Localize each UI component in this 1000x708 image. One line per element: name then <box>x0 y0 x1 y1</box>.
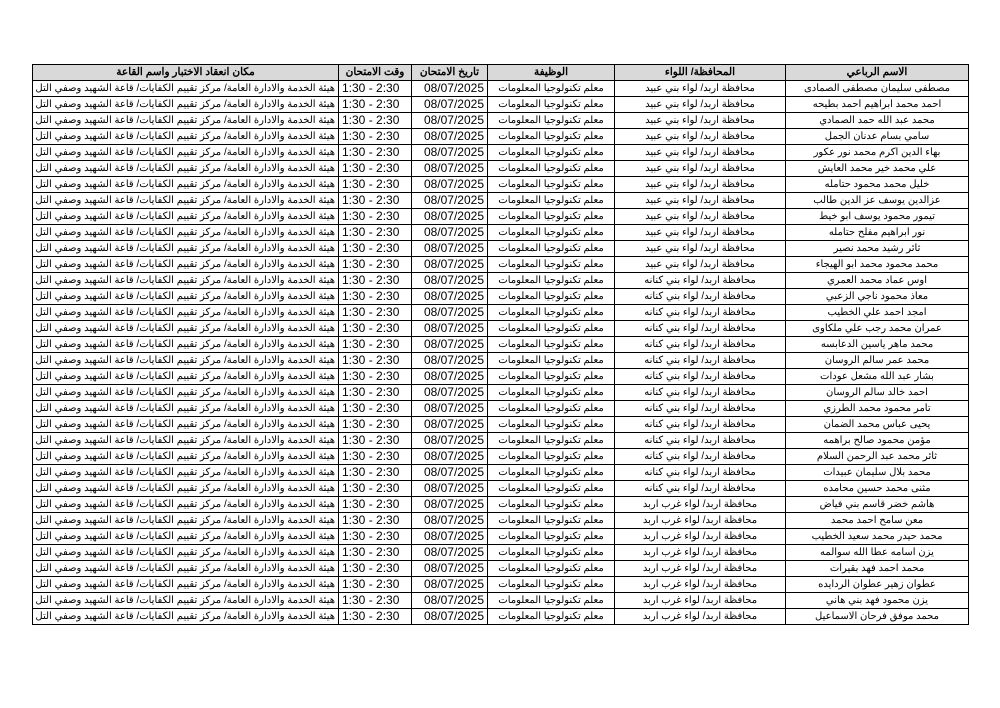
job-cell: معلم تكنولوجيا المعلومات <box>488 273 615 289</box>
time-cell: 1:30 - 2:30 <box>339 609 412 625</box>
name-cell: احمد محمد ابراهيم احمد بطيحه <box>786 97 969 113</box>
governorate-cell: محافظة اربد/ لواء بني عبيد <box>615 129 786 145</box>
governorate-cell: محافظة اربد/ لواء بني كنانه <box>615 321 786 337</box>
name-cell: محمد عبد الله حمد الصمادي <box>786 113 969 129</box>
date-cell: 08/07/2025 <box>412 241 488 257</box>
time-cell: 1:30 - 2:30 <box>339 385 412 401</box>
table-row <box>33 161 969 177</box>
job-cell: معلم تكنولوجيا المعلومات <box>488 449 615 465</box>
table-row <box>33 609 969 625</box>
name-cell: مصطفى سليمان مصطفى الصمادى <box>786 81 969 97</box>
table-row <box>33 241 969 257</box>
name-cell: بهاء الدين اكرم محمد نور عكور <box>786 145 969 161</box>
time-cell: 1:30 - 2:30 <box>339 497 412 513</box>
time-cell: 1:30 - 2:30 <box>339 209 412 225</box>
date-cell: 08/07/2025 <box>412 465 488 481</box>
date-cell: 08/07/2025 <box>412 609 488 625</box>
governorate-cell: محافظة اربد/ لواء غرب اربد <box>615 529 786 545</box>
job-cell: معلم تكنولوجيا المعلومات <box>488 161 615 177</box>
governorate-cell: محافظة اربد/ لواء غرب اربد <box>615 561 786 577</box>
name-cell: محمد موفق فرحان الاسماعيل <box>786 609 969 625</box>
header-date: تاريخ الامتحان <box>412 65 488 81</box>
date-cell: 08/07/2025 <box>412 145 488 161</box>
job-cell: معلم تكنولوجيا المعلومات <box>488 593 615 609</box>
date-cell: 08/07/2025 <box>412 513 488 529</box>
venue-cell: هيئة الخدمة والادارة العامة/ مركز تقييم الكفايات/ قاعة الشهيد وصفي التل <box>33 273 339 289</box>
table-row <box>33 577 969 593</box>
governorate-cell: محافظة اربد/ لواء بني كنانه <box>615 369 786 385</box>
venue-cell: هيئة الخدمة والادارة العامة/ مركز تقييم الكفايات/ قاعة الشهيد وصفي التل <box>33 241 339 257</box>
header-venue: مكان انعقاد الاختبار واسم القاعة <box>33 65 339 81</box>
governorate-cell: محافظة اربد/ لواء بني كنانه <box>615 465 786 481</box>
job-cell: معلم تكنولوجيا المعلومات <box>488 193 615 209</box>
time-cell: 1:30 - 2:30 <box>339 433 412 449</box>
date-cell: 08/07/2025 <box>412 561 488 577</box>
header-time: وقت الامتحان <box>339 65 412 81</box>
table-row <box>33 545 969 561</box>
job-cell: معلم تكنولوجيا المعلومات <box>488 337 615 353</box>
name-cell: عزالدين يوسف عز الدين طالب <box>786 193 969 209</box>
job-cell: معلم تكنولوجيا المعلومات <box>488 609 615 625</box>
time-cell: 1:30 - 2:30 <box>339 545 412 561</box>
governorate-cell: محافظة اربد/ لواء بني عبيد <box>615 97 786 113</box>
venue-cell: هيئة الخدمة والادارة العامة/ مركز تقييم الكفايات/ قاعة الشهيد وصفي التل <box>33 225 339 241</box>
name-cell: تيمور محمود يوسف ابو خيط <box>786 209 969 225</box>
table-row <box>33 321 969 337</box>
date-cell: 08/07/2025 <box>412 321 488 337</box>
table-row <box>33 225 969 241</box>
header-governorate: المحافظة/ اللواء <box>615 65 786 81</box>
time-cell: 1:30 - 2:30 <box>339 513 412 529</box>
table-row <box>33 433 969 449</box>
table-row <box>33 481 969 497</box>
header-job: الوظيفة <box>488 65 615 81</box>
name-cell: محمد عمر سالم الروسان <box>786 353 969 369</box>
table-header-row <box>33 65 969 81</box>
job-cell: معلم تكنولوجيا المعلومات <box>488 369 615 385</box>
table-row <box>33 209 969 225</box>
job-cell: معلم تكنولوجيا المعلومات <box>488 257 615 273</box>
venue-cell: هيئة الخدمة والادارة العامة/ مركز تقييم الكفايات/ قاعة الشهيد وصفي التل <box>33 545 339 561</box>
name-cell: مؤمن محمود صالح براهمه <box>786 433 969 449</box>
time-cell: 1:30 - 2:30 <box>339 193 412 209</box>
governorate-cell: محافظة اربد/ لواء غرب اربد <box>615 577 786 593</box>
venue-cell: هيئة الخدمة والادارة العامة/ مركز تقييم الكفايات/ قاعة الشهيد وصفي التل <box>33 401 339 417</box>
date-cell: 08/07/2025 <box>412 401 488 417</box>
job-cell: معلم تكنولوجيا المعلومات <box>488 497 615 513</box>
name-cell: يزن اسامه عطا الله سوالمه <box>786 545 969 561</box>
governorate-cell: محافظة اربد/ لواء بني عبيد <box>615 209 786 225</box>
job-cell: معلم تكنولوجيا المعلومات <box>488 177 615 193</box>
venue-cell: هيئة الخدمة والادارة العامة/ مركز تقييم الكفايات/ قاعة الشهيد وصفي التل <box>33 81 339 97</box>
venue-cell: هيئة الخدمة والادارة العامة/ مركز تقييم الكفايات/ قاعة الشهيد وصفي التل <box>33 97 339 113</box>
job-cell: معلم تكنولوجيا المعلومات <box>488 561 615 577</box>
venue-cell: هيئة الخدمة والادارة العامة/ مركز تقييم الكفايات/ قاعة الشهيد وصفي التل <box>33 337 339 353</box>
date-cell: 08/07/2025 <box>412 353 488 369</box>
governorate-cell: محافظة اربد/ لواء غرب اربد <box>615 545 786 561</box>
table-row <box>33 593 969 609</box>
governorate-cell: محافظة اربد/ لواء بني عبيد <box>615 177 786 193</box>
name-cell: سامي بسام عدنان الجمل <box>786 129 969 145</box>
job-cell: معلم تكنولوجيا المعلومات <box>488 513 615 529</box>
name-cell: تامر محمود محمد الطرزي <box>786 401 969 417</box>
table-row <box>33 193 969 209</box>
time-cell: 1:30 - 2:30 <box>339 529 412 545</box>
governorate-cell: محافظة اربد/ لواء بني كنانه <box>615 481 786 497</box>
time-cell: 1:30 - 2:30 <box>339 369 412 385</box>
venue-cell: هيئة الخدمة والادارة العامة/ مركز تقييم الكفايات/ قاعة الشهيد وصفي التل <box>33 385 339 401</box>
venue-cell: هيئة الخدمة والادارة العامة/ مركز تقييم الكفايات/ قاعة الشهيد وصفي التل <box>33 449 339 465</box>
time-cell: 1:30 - 2:30 <box>339 449 412 465</box>
governorate-cell: محافظة اربد/ لواء بني عبيد <box>615 161 786 177</box>
date-cell: 08/07/2025 <box>412 81 488 97</box>
job-cell: معلم تكنولوجيا المعلومات <box>488 129 615 145</box>
header-name: الاسم الرباعي <box>786 65 969 81</box>
governorate-cell: محافظة اربد/ لواء بني عبيد <box>615 81 786 97</box>
governorate-cell: محافظة اربد/ لواء بني كنانه <box>615 289 786 305</box>
job-cell: معلم تكنولوجيا المعلومات <box>488 433 615 449</box>
governorate-cell: محافظة اربد/ لواء بني كنانه <box>615 417 786 433</box>
name-cell: محمد بلال سليمان عبيدات <box>786 465 969 481</box>
table-row <box>33 417 969 433</box>
time-cell: 1:30 - 2:30 <box>339 401 412 417</box>
date-cell: 08/07/2025 <box>412 369 488 385</box>
date-cell: 08/07/2025 <box>412 129 488 145</box>
name-cell: علي محمد خير محمد العايش <box>786 161 969 177</box>
date-cell: 08/07/2025 <box>412 593 488 609</box>
table-row <box>33 561 969 577</box>
governorate-cell: محافظة اربد/ لواء بني كنانه <box>615 353 786 369</box>
job-cell: معلم تكنولوجيا المعلومات <box>488 81 615 97</box>
date-cell: 08/07/2025 <box>412 113 488 129</box>
job-cell: معلم تكنولوجيا المعلومات <box>488 209 615 225</box>
name-cell: خليل محمد محمود حتامله <box>786 177 969 193</box>
time-cell: 1:30 - 2:30 <box>339 353 412 369</box>
governorate-cell: محافظة اربد/ لواء بني كنانه <box>615 337 786 353</box>
time-cell: 1:30 - 2:30 <box>339 241 412 257</box>
table-row <box>33 337 969 353</box>
name-cell: عمران محمد رجب علي ملكاوى <box>786 321 969 337</box>
job-cell: معلم تكنولوجيا المعلومات <box>488 385 615 401</box>
name-cell: مثنى محمد حسين محامده <box>786 481 969 497</box>
job-cell: معلم تكنولوجيا المعلومات <box>488 113 615 129</box>
table-row <box>33 449 969 465</box>
name-cell: ثائر رشيد محمد نصير <box>786 241 969 257</box>
name-cell: نور ابراهيم مفلح حتامله <box>786 225 969 241</box>
job-cell: معلم تكنولوجيا المعلومات <box>488 417 615 433</box>
venue-cell: هيئة الخدمة والادارة العامة/ مركز تقييم الكفايات/ قاعة الشهيد وصفي التل <box>33 113 339 129</box>
name-cell: احمد خالد سالم الروسان <box>786 385 969 401</box>
job-cell: معلم تكنولوجيا المعلومات <box>488 465 615 481</box>
table-row <box>33 513 969 529</box>
name-cell: محمد محمود محمد ابو الهيجاء <box>786 257 969 273</box>
date-cell: 08/07/2025 <box>412 545 488 561</box>
name-cell: محمد احمد فهد بقيرات <box>786 561 969 577</box>
job-cell: معلم تكنولوجيا المعلومات <box>488 305 615 321</box>
name-cell: معن سامح احمد محمد <box>786 513 969 529</box>
venue-cell: هيئة الخدمة والادارة العامة/ مركز تقييم الكفايات/ قاعة الشهيد وصفي التل <box>33 609 339 625</box>
date-cell: 08/07/2025 <box>412 257 488 273</box>
date-cell: 08/07/2025 <box>412 577 488 593</box>
venue-cell: هيئة الخدمة والادارة العامة/ مركز تقييم الكفايات/ قاعة الشهيد وصفي التل <box>33 433 339 449</box>
governorate-cell: محافظة اربد/ لواء بني عبيد <box>615 193 786 209</box>
table-row <box>33 257 969 273</box>
table-row <box>33 353 969 369</box>
venue-cell: هيئة الخدمة والادارة العامة/ مركز تقييم الكفايات/ قاعة الشهيد وصفي التل <box>33 369 339 385</box>
venue-cell: هيئة الخدمة والادارة العامة/ مركز تقييم الكفايات/ قاعة الشهيد وصفي التل <box>33 353 339 369</box>
time-cell: 1:30 - 2:30 <box>339 417 412 433</box>
table-row <box>33 289 969 305</box>
table-row <box>33 273 969 289</box>
time-cell: 1:30 - 2:30 <box>339 129 412 145</box>
governorate-cell: محافظة اربد/ لواء بني كنانه <box>615 449 786 465</box>
job-cell: معلم تكنولوجيا المعلومات <box>488 545 615 561</box>
date-cell: 08/07/2025 <box>412 161 488 177</box>
job-cell: معلم تكنولوجيا المعلومات <box>488 241 615 257</box>
time-cell: 1:30 - 2:30 <box>339 465 412 481</box>
job-cell: معلم تكنولوجيا المعلومات <box>488 481 615 497</box>
table-row <box>33 177 969 193</box>
time-cell: 1:30 - 2:30 <box>339 177 412 193</box>
table-row <box>33 145 969 161</box>
table-row <box>33 385 969 401</box>
governorate-cell: محافظة اربد/ لواء غرب اربد <box>615 609 786 625</box>
time-cell: 1:30 - 2:30 <box>339 305 412 321</box>
date-cell: 08/07/2025 <box>412 305 488 321</box>
name-cell: امجد احمد علي الخطيب <box>786 305 969 321</box>
governorate-cell: محافظة اربد/ لواء بني عبيد <box>615 145 786 161</box>
time-cell: 1:30 - 2:30 <box>339 481 412 497</box>
date-cell: 08/07/2025 <box>412 449 488 465</box>
date-cell: 08/07/2025 <box>412 209 488 225</box>
name-cell: يزن محمود فهد بني هاني <box>786 593 969 609</box>
date-cell: 08/07/2025 <box>412 289 488 305</box>
time-cell: 1:30 - 2:30 <box>339 113 412 129</box>
table-row <box>33 465 969 481</box>
name-cell: محمد حيدر محمد سعيد الخطيب <box>786 529 969 545</box>
date-cell: 08/07/2025 <box>412 497 488 513</box>
governorate-cell: محافظة اربد/ لواء بني كنانه <box>615 273 786 289</box>
job-cell: معلم تكنولوجيا المعلومات <box>488 97 615 113</box>
venue-cell: هيئة الخدمة والادارة العامة/ مركز تقييم الكفايات/ قاعة الشهيد وصفي التل <box>33 161 339 177</box>
table-row <box>33 497 969 513</box>
date-cell: 08/07/2025 <box>412 177 488 193</box>
job-cell: معلم تكنولوجيا المعلومات <box>488 225 615 241</box>
job-cell: معلم تكنولوجيا المعلومات <box>488 353 615 369</box>
name-cell: عطوان زهير عطوان الردايده <box>786 577 969 593</box>
table-row <box>33 369 969 385</box>
governorate-cell: محافظة اربد/ لواء غرب اربد <box>615 513 786 529</box>
venue-cell: هيئة الخدمة والادارة العامة/ مركز تقييم الكفايات/ قاعة الشهيد وصفي التل <box>33 305 339 321</box>
name-cell: محمد ماهر ياسين الدعابسه <box>786 337 969 353</box>
governorate-cell: محافظة اربد/ لواء بني عبيد <box>615 113 786 129</box>
date-cell: 08/07/2025 <box>412 97 488 113</box>
table-row <box>33 401 969 417</box>
venue-cell: هيئة الخدمة والادارة العامة/ مركز تقييم الكفايات/ قاعة الشهيد وصفي التل <box>33 593 339 609</box>
name-cell: معاذ محمود ناجي الزعبي <box>786 289 969 305</box>
job-cell: معلم تكنولوجيا المعلومات <box>488 577 615 593</box>
job-cell: معلم تكنولوجيا المعلومات <box>488 321 615 337</box>
venue-cell: هيئة الخدمة والادارة العامة/ مركز تقييم الكفايات/ قاعة الشهيد وصفي التل <box>33 177 339 193</box>
job-cell: معلم تكنولوجيا المعلومات <box>488 289 615 305</box>
date-cell: 08/07/2025 <box>412 385 488 401</box>
date-cell: 08/07/2025 <box>412 417 488 433</box>
table-row <box>33 81 969 97</box>
time-cell: 1:30 - 2:30 <box>339 593 412 609</box>
venue-cell: هيئة الخدمة والادارة العامة/ مركز تقييم الكفايات/ قاعة الشهيد وصفي التل <box>33 465 339 481</box>
governorate-cell: محافظة اربد/ لواء بني كنانه <box>615 401 786 417</box>
venue-cell: هيئة الخدمة والادارة العامة/ مركز تقييم الكفايات/ قاعة الشهيد وصفي التل <box>33 289 339 305</box>
governorate-cell: محافظة اربد/ لواء بني عبيد <box>615 241 786 257</box>
name-cell: اوس عماد محمد العمري <box>786 273 969 289</box>
governorate-cell: محافظة اربد/ لواء بني كنانه <box>615 385 786 401</box>
name-cell: ثائر محمد عبد الرحمن السلام <box>786 449 969 465</box>
date-cell: 08/07/2025 <box>412 273 488 289</box>
time-cell: 1:30 - 2:30 <box>339 273 412 289</box>
venue-cell: هيئة الخدمة والادارة العامة/ مركز تقييم الكفايات/ قاعة الشهيد وصفي التل <box>33 561 339 577</box>
name-cell: يحيى عباس محمد الضمان <box>786 417 969 433</box>
time-cell: 1:30 - 2:30 <box>339 337 412 353</box>
time-cell: 1:30 - 2:30 <box>339 145 412 161</box>
time-cell: 1:30 - 2:30 <box>339 225 412 241</box>
table-row <box>33 113 969 129</box>
date-cell: 08/07/2025 <box>412 337 488 353</box>
venue-cell: هيئة الخدمة والادارة العامة/ مركز تقييم الكفايات/ قاعة الشهيد وصفي التل <box>33 321 339 337</box>
date-cell: 08/07/2025 <box>412 225 488 241</box>
venue-cell: هيئة الخدمة والادارة العامة/ مركز تقييم الكفايات/ قاعة الشهيد وصفي التل <box>33 209 339 225</box>
time-cell: 1:30 - 2:30 <box>339 257 412 273</box>
governorate-cell: محافظة اربد/ لواء بني كنانه <box>615 305 786 321</box>
date-cell: 08/07/2025 <box>412 481 488 497</box>
date-cell: 08/07/2025 <box>412 433 488 449</box>
job-cell: معلم تكنولوجيا المعلومات <box>488 401 615 417</box>
governorate-cell: محافظة اربد/ لواء بني كنانه <box>615 433 786 449</box>
venue-cell: هيئة الخدمة والادارة العامة/ مركز تقييم الكفايات/ قاعة الشهيد وصفي التل <box>33 577 339 593</box>
date-cell: 08/07/2025 <box>412 193 488 209</box>
governorate-cell: محافظة اربد/ لواء بني عبيد <box>615 225 786 241</box>
job-cell: معلم تكنولوجيا المعلومات <box>488 529 615 545</box>
venue-cell: هيئة الخدمة والادارة العامة/ مركز تقييم الكفايات/ قاعة الشهيد وصفي التل <box>33 129 339 145</box>
venue-cell: هيئة الخدمة والادارة العامة/ مركز تقييم الكفايات/ قاعة الشهيد وصفي التل <box>33 193 339 209</box>
time-cell: 1:30 - 2:30 <box>339 97 412 113</box>
venue-cell: هيئة الخدمة والادارة العامة/ مركز تقييم الكفايات/ قاعة الشهيد وصفي التل <box>33 257 339 273</box>
governorate-cell: محافظة اربد/ لواء غرب اربد <box>615 593 786 609</box>
date-cell: 08/07/2025 <box>412 529 488 545</box>
time-cell: 1:30 - 2:30 <box>339 321 412 337</box>
governorate-cell: محافظة اربد/ لواء غرب اربد <box>615 497 786 513</box>
table-row <box>33 529 969 545</box>
venue-cell: هيئة الخدمة والادارة العامة/ مركز تقييم الكفايات/ قاعة الشهيد وصفي التل <box>33 497 339 513</box>
time-cell: 1:30 - 2:30 <box>339 289 412 305</box>
time-cell: 1:30 - 2:30 <box>339 577 412 593</box>
governorate-cell: محافظة اربد/ لواء بني عبيد <box>615 257 786 273</box>
venue-cell: هيئة الخدمة والادارة العامة/ مركز تقييم الكفايات/ قاعة الشهيد وصفي التل <box>33 145 339 161</box>
exam-schedule-table <box>32 64 969 625</box>
name-cell: بشار عبد الله مشعل عودات <box>786 369 969 385</box>
table-row <box>33 305 969 321</box>
table-row <box>33 97 969 113</box>
venue-cell: هيئة الخدمة والادارة العامة/ مركز تقييم الكفايات/ قاعة الشهيد وصفي التل <box>33 481 339 497</box>
time-cell: 1:30 - 2:30 <box>339 161 412 177</box>
venue-cell: هيئة الخدمة والادارة العامة/ مركز تقييم الكفايات/ قاعة الشهيد وصفي التل <box>33 529 339 545</box>
time-cell: 1:30 - 2:30 <box>339 561 412 577</box>
table-row <box>33 129 969 145</box>
time-cell: 1:30 - 2:30 <box>339 81 412 97</box>
name-cell: هاشم خضر قاسم بني فياض <box>786 497 969 513</box>
venue-cell: هيئة الخدمة والادارة العامة/ مركز تقييم الكفايات/ قاعة الشهيد وصفي التل <box>33 513 339 529</box>
table-body <box>33 81 969 625</box>
venue-cell: هيئة الخدمة والادارة العامة/ مركز تقييم الكفايات/ قاعة الشهيد وصفي التل <box>33 417 339 433</box>
job-cell: معلم تكنولوجيا المعلومات <box>488 145 615 161</box>
